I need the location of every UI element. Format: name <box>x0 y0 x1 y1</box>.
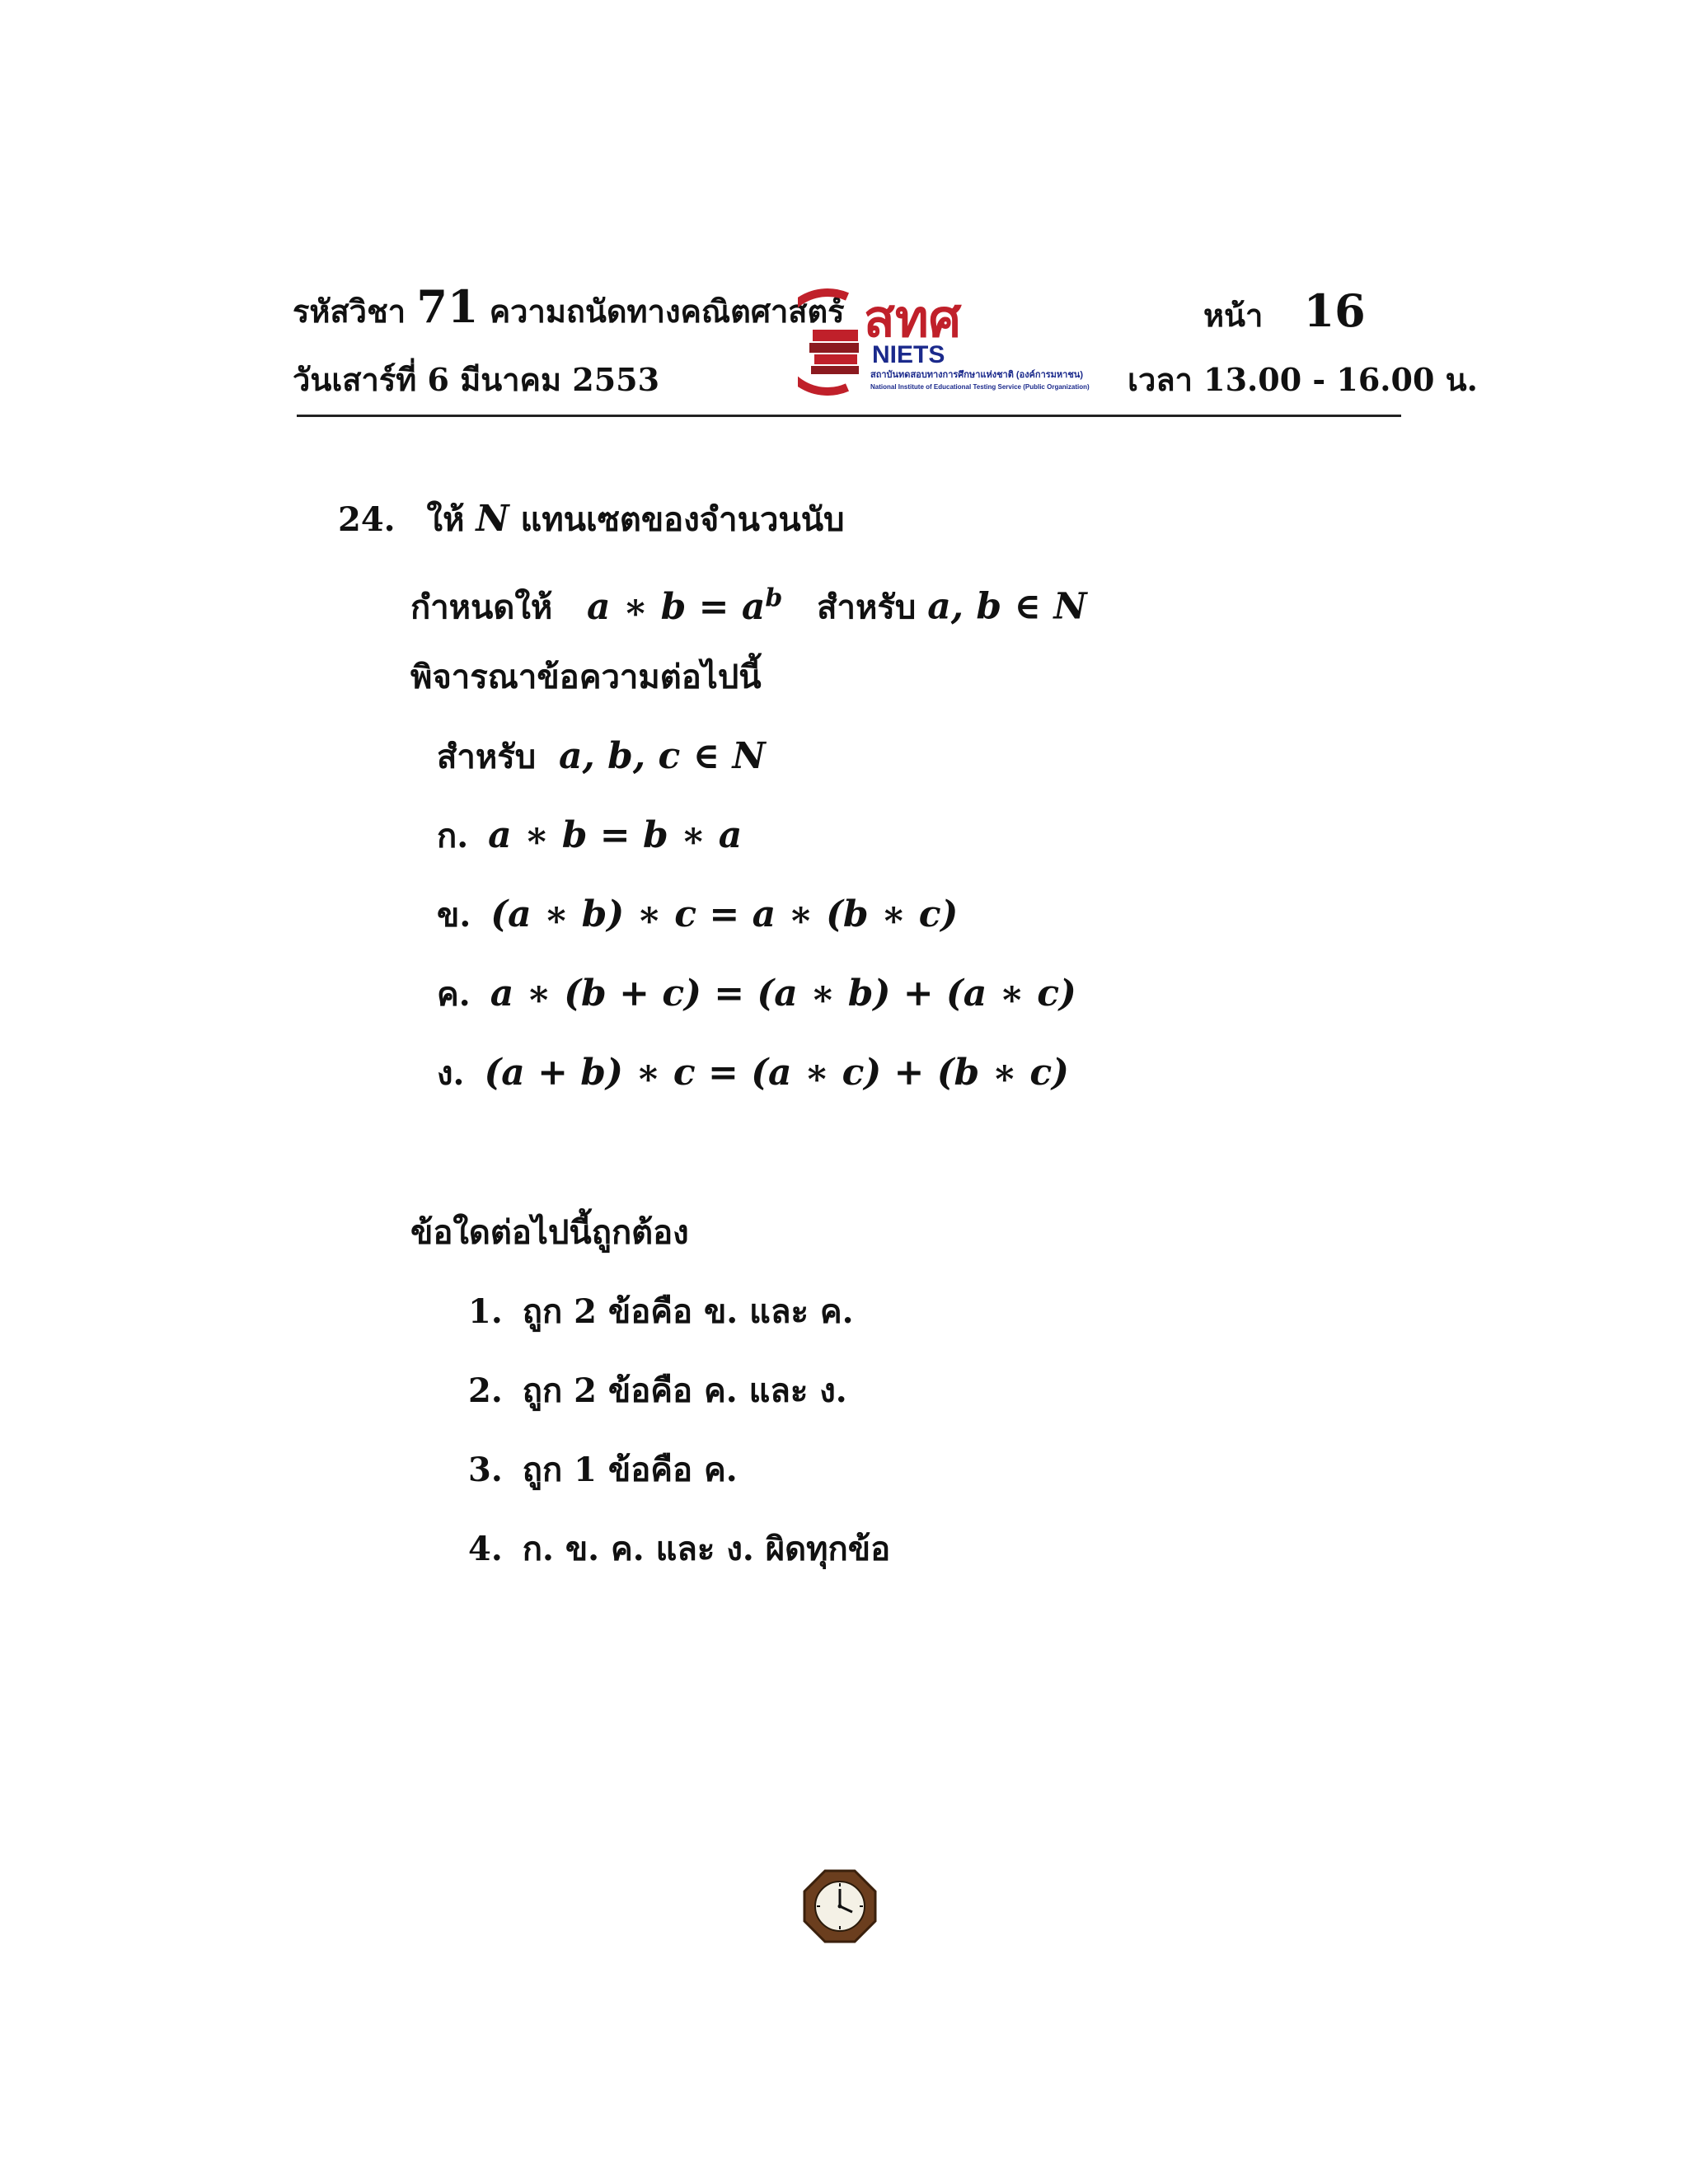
exam-time: เวลา 13.00 - 16.00 น. <box>1128 361 1478 398</box>
answer-choice[interactable]: 3. ถูก 1 ข้อคือ ค. <box>468 1451 738 1489</box>
page-indicator <box>1203 284 1366 340</box>
subject-code: 71 <box>416 280 479 333</box>
definition-formula: a ∗ $b = a^b$ <box>587 583 783 628</box>
answer-choice[interactable]: 4. ก. ข. ค. และ ง. ผิดทุกข้อ <box>468 1530 891 1568</box>
svg-text:สทศ: สทศ <box>864 291 962 348</box>
question-prompt: ข้อใดต่อไปนี้ถูกต้อง <box>410 1213 689 1252</box>
subject-label: รหัสวิชา <box>293 293 406 330</box>
statement-item: ข. (a ∗ b) ∗ c = a ∗ (b ∗ c) <box>437 893 959 935</box>
svg-text:NIETS: NIETS <box>872 341 945 368</box>
statement-item: ก. a ∗ b = b ∗ a <box>437 814 743 856</box>
page-number: 16 <box>1303 284 1366 337</box>
header-divider <box>297 415 1401 417</box>
svg-text:สถาบันทดสอบทางการศึกษาแห่งชาติ: สถาบันทดสอบทางการศึกษาแห่งชาติ (องค์การมหาชน) <box>870 370 1083 380</box>
logo-icon <box>798 280 1136 396</box>
statement-item: ง. (a + b) ∗ c = (a ∗ c) + (b ∗ c) <box>437 1052 1069 1094</box>
question-intro: 24. ให้ N แทนเซตของจำนวนนับ <box>338 494 845 545</box>
exam-date: วันเสาร์ที่ 6 มีนาคม 2553 <box>293 361 660 398</box>
consider-text: พิจารณาข้อความต่อไปนี้ <box>410 658 762 696</box>
statements-domain: สำหรับ a, b, c ∈ N <box>437 735 766 777</box>
page-label: หน้า <box>1203 297 1264 334</box>
operation-definition: กำหนดให้ a ∗ $b = a^b$ สำหรับ a, b ∈ N <box>410 583 1087 628</box>
svg-text:National Institute of Educatio: National Institute of Educational Testing Service (Public Organization) <box>870 383 1090 391</box>
subject-name: ความถนัดทางคณิตศาสตร์ <box>489 293 845 330</box>
definition-domain: a, b ∈ N <box>927 585 1087 628</box>
answer-choice[interactable]: 1. ถูก 2 ข้อคือ ข. และ ค. <box>468 1292 854 1331</box>
niets-logo <box>798 280 1136 396</box>
clock-icon <box>803 1869 877 1943</box>
set-variable: N <box>476 498 509 540</box>
subject-header <box>293 280 845 336</box>
question-number: 24. <box>338 500 396 539</box>
answer-choice[interactable]: 2. ถูก 2 ข้อคือ ค. และ ง. <box>468 1371 847 1410</box>
statement-item: ค. a ∗ (b + c) = (a ∗ b) + (a ∗ c) <box>437 972 1076 1015</box>
